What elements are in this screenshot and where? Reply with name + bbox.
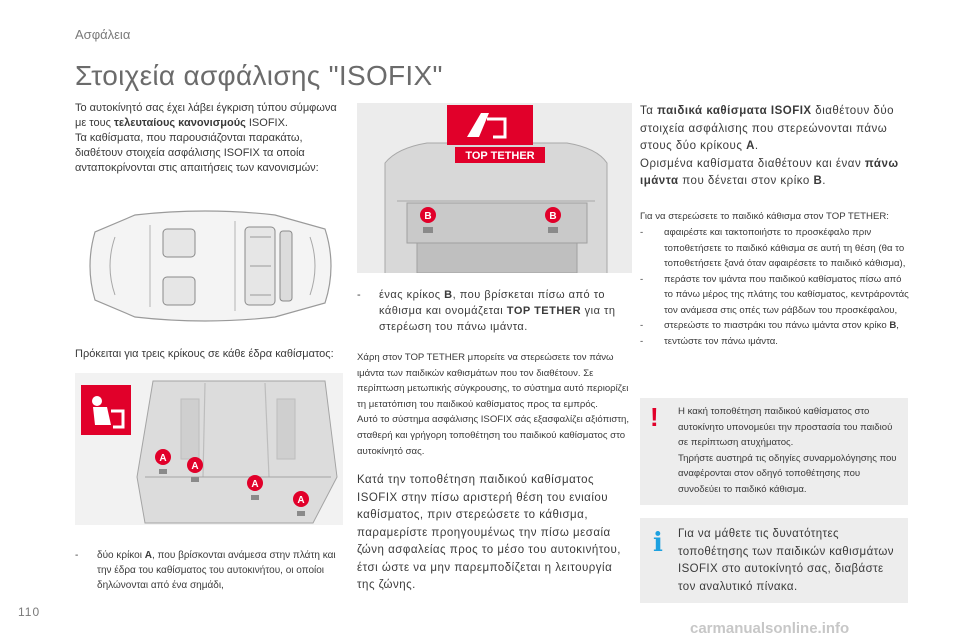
list-item: - αφαιρέστε και τακτοποιήστε το προσκέφαλο πριν τοποθετήσετε το παιδικό κάθισμα σε αυτή τη θέση (θα το τοποθετήσετε ξανά όταν αφαιρέσετε το παιδικό κάθισμα), — [640, 227, 906, 269]
rear-left-seat-note: Κατά την τοποθέτηση παιδικού καθίσματος ISOFIX στην πίσω αριστερή θέση του ενιαίου καθίσματος, πριν στερεώσετε το κάθισμα, παραμερίστε προηγουμένως την πίσω μεσαία ζώνη ασφαλείας προς το μέσο του αυτοκινήτου, έτσι ώστε να μην παρεμποδίζεται η λειτουργία της ζώνης. — [357, 474, 621, 591]
info-text: Για να μάθετε τις δυνατότητες τοποθέτησης των παιδικών καθισμάτων ISOFIX στο αυτοκίνητό σας, διαβάστε τον αναλυτικό πίνακα. — [678, 528, 894, 593]
list-item: - δύο κρίκοι A, που βρίσκονται ανάμεσα στην πλάτη και την έδρα του καθίσματος του αυτοκινήτου, οι οποίοι δηλώνονται από ένα σημάδι, — [75, 550, 336, 591]
isofix-seats-description: Τα παιδικά καθίσματα ISOFIX διαθέτουν δύο στοιχεία ασφάλισης που στερεώνονται πάνω στους δύο κρίκους A. Ορισμένα καθίσματα διαθέτουν και έναν πάνω ιμάντα που δένεται στον κρίκο B. — [640, 105, 899, 187]
watermark: carmanualsonline.info — [690, 620, 850, 637]
info-icon: i — [653, 528, 663, 558]
car-topview-illustration — [75, 197, 343, 335]
anchor-a-letter: A — [297, 495, 305, 506]
list-item: - τεντώστε τον πάνω ιμάντα. — [640, 335, 778, 347]
steps-title: Για να στερεώσετε το παιδικό κάθισμα στον TOP TETHER: — [640, 211, 889, 222]
explanation-paragraph: Αυτό το σύστημα ασφάλισης ISOFIX σάς εξασφαλίζει αξιόπιστη, σταθερή και γρήγορη τοποθέτηση του παιδικού καθίσματος στο αυτοκίνητό σας. — [357, 414, 630, 457]
anchor-a-letter: A — [159, 453, 167, 464]
steps-list — [640, 225, 912, 349]
warning-text: Η κακή τοποθέτηση παιδικού καθίσματος στο αυτοκίνητο υπονομεύει την προστασία του παιδιού σε περίπτωση ατυχήματος. Τηρήστε αυστηρά τις οδηγίες συναρμολόγησης που αναφέρονται στον οδηγό τοποθέτησης που συνοδεύει το παιδικό κάθισμα. — [678, 406, 897, 495]
explanation-paragraph: Χάρη στον TOP TETHER μπορείτε να στερεώσετε τον πάνω ιμάντα των παιδικών καθισμάτων που τον διαθέτουν. Σε περίπτωση μετωπικής σύγκρουσης, το σύστημα αυτό περιορίζει τη μετατόπιση του παιδικού καθίσματος προς τα εμπρός. — [357, 352, 629, 410]
rear-seat-anchors-a-figure — [75, 373, 343, 525]
anchor-a-letter: A — [191, 461, 199, 472]
info-box — [640, 518, 908, 603]
anchor-a-letter: A — [251, 479, 259, 490]
top-tether-label: TOP TETHER — [465, 150, 535, 162]
anchor-b-letter: B — [424, 211, 432, 222]
anchors-note: Πρόκειται για τρεις κρίκους σε κάθε έδρα καθίσματος: — [75, 348, 334, 360]
section-header: Ασφάλεια — [75, 27, 131, 42]
anchor-b-description — [357, 287, 625, 335]
top-tether-icon — [447, 105, 533, 145]
list-item: - ένας κρίκος B, που βρίσκεται πίσω από το κάθισμα και ονομάζεται TOP TETHER για τη στερέωση του πάνω ιμάντα. — [357, 289, 616, 333]
anchor-a-description — [75, 548, 345, 593]
warning-box — [640, 398, 908, 505]
top-tether-illustration — [357, 103, 632, 273]
top-tether-explanation — [357, 350, 632, 459]
anchor-b-letter: B — [549, 211, 557, 222]
rear-seat-illustration — [75, 373, 343, 525]
page-number: 110 — [18, 605, 41, 619]
top-tether-figure — [357, 103, 632, 273]
car-topview-figure — [75, 197, 343, 335]
intro-paragraph-1: Το αυτοκίνητό σας έχει λάβει έγκριση τύπου σύμφωνα με τους τελευταίους κανονισμούς ISOFIX. — [75, 102, 337, 129]
page-title: Στοιχεία ασφάλισης "ISOFIX" — [75, 60, 443, 91]
intro-text — [75, 101, 343, 176]
list-item: - στερεώστε το πιαστράκι του πάνω ιμάντα στον κρίκο B, — [640, 320, 899, 331]
intro-paragraph-2: Τα καθίσματα, που παρουσιάζονται παρακάτω, διαθέτουν στοιχεία ασφάλισης ISOFIX τα οποία ανταποκρίνονται στις απαιτήσεις των κανονισμών: — [75, 132, 319, 174]
list-item: - περάστε τον ιμάντα που παιδικού καθίσματος πίσω από το πάνω μέρος της πλάτης του καθίσματος, κεντράροντάς τον ανάμεσα στις οπές των ράβδων του προσκέφαλου, — [640, 273, 909, 316]
warning-icon: ! — [650, 402, 659, 432]
